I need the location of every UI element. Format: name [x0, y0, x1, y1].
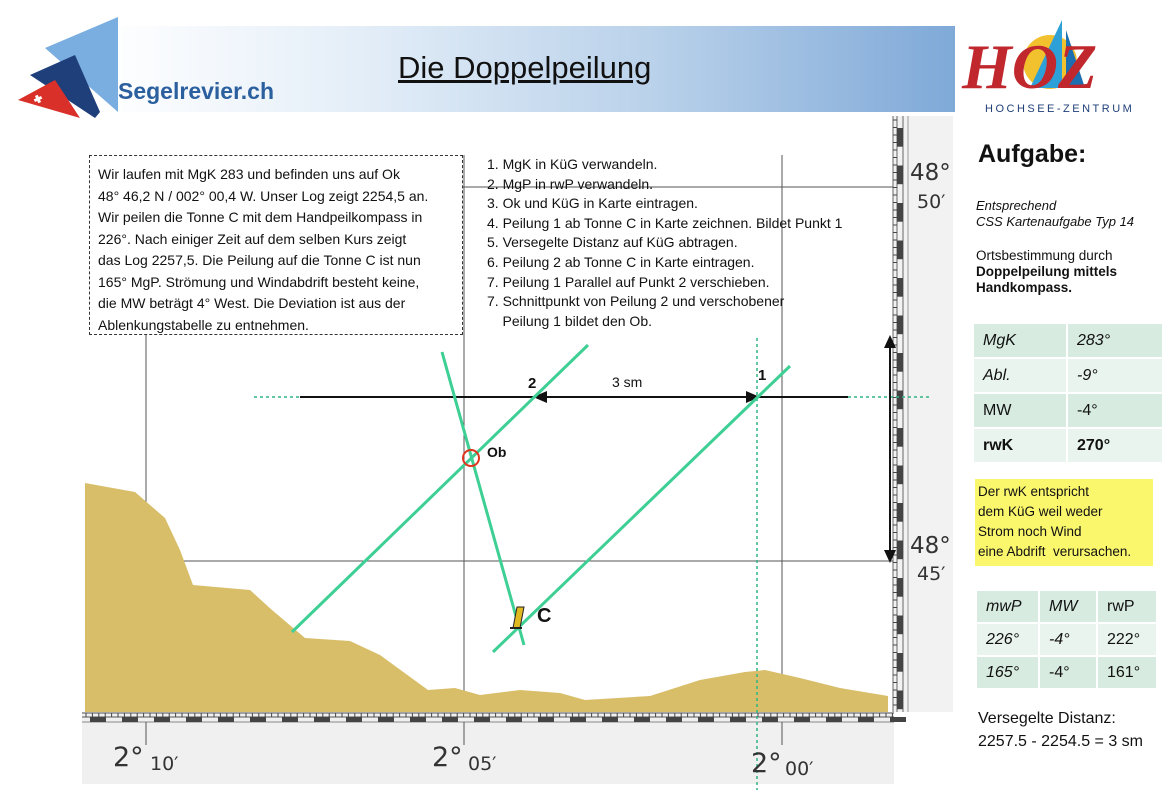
- hoz-logo-text: HOZ: [962, 31, 1098, 102]
- step-item: 1. MgK in KüG verwandeln.: [487, 156, 658, 172]
- aufgabe-heading: Aufgabe:: [978, 140, 1087, 168]
- bearing-cell: 222°: [1098, 624, 1156, 655]
- bearing-row: [977, 624, 1156, 655]
- bearing-header-row: [977, 591, 1156, 622]
- point-1-label: 1: [758, 367, 767, 384]
- lon-label-1-deg: 2°: [113, 742, 144, 773]
- task-line: 165° MgP. Strömung und Windabdrift besteht keine,: [98, 273, 420, 290]
- hoz-logo: [961, 20, 1134, 115]
- bearing-row: [977, 657, 1156, 688]
- course-value: -4°: [1068, 394, 1162, 427]
- step-item: 4. Peilung 1 ab Tonne C in Karte zeichnen. Bildet Punkt 1: [487, 214, 843, 231]
- bearing-cell: 161°: [1098, 657, 1156, 688]
- bearing-header: MW: [1040, 591, 1096, 622]
- ref-line: CSS Kartenaufgabe Typ 14: [976, 214, 1135, 229]
- bearing-cell: -4°: [1040, 624, 1096, 655]
- ob-label: Ob: [487, 444, 507, 460]
- ref-line: Entsprechend: [976, 198, 1057, 213]
- bearing-table: [975, 589, 1158, 690]
- task-line: Ablenkungstabelle zu entnehmen.: [98, 316, 309, 333]
- step-item: 2. MgP in rwP verwandeln.: [487, 175, 654, 192]
- course-row: [974, 324, 1162, 357]
- coastline-land: [85, 483, 888, 712]
- desc-line: Doppelpeilung mittels: [976, 264, 1118, 279]
- lat-bottom-min: 45′: [917, 563, 946, 585]
- task-line: die MW beträgt 4° West. Die Deviation ist aus der: [98, 295, 406, 311]
- aufgabe-description: [976, 248, 1117, 296]
- bearing-1-shifted-line: [292, 345, 588, 632]
- step-item: 5. Versegelte Distanz auf KüG abtragen.: [487, 234, 738, 251]
- bearing-cell: 226°: [977, 624, 1038, 655]
- desc-line: Ortsbestimmung durch: [976, 248, 1113, 263]
- bearing-header: rwP: [1098, 591, 1156, 622]
- step-item: 7. Peilung 1 Parallel auf Punkt 2 verschieben.: [487, 273, 770, 290]
- note-line: Strom noch Wind: [978, 524, 1082, 539]
- note-line: eine Abdrift verursachen.: [978, 544, 1132, 559]
- hoz-logo-subtitle: HOCHSEE-ZENTRUM: [985, 103, 1135, 115]
- task-line: 48° 46,2 N / 002° 00,4 W. Unser Log zeigt 2254,5 an.: [98, 187, 429, 204]
- aufgabe-reference: [976, 198, 1134, 230]
- bearing-cell: -4°: [1040, 657, 1096, 688]
- course-value: 283°: [1068, 324, 1162, 357]
- task-line: 226°. Nach einiger Zeit auf dem selben Kurs zeigt: [98, 230, 407, 247]
- task-line: das Log 2257,5. Die Peilung auf die Tonne C ist nun: [98, 252, 421, 268]
- brand-name: Segelrevier.ch: [118, 78, 274, 104]
- course-row: [974, 429, 1162, 462]
- lon-label-1-min: 10′: [150, 753, 179, 775]
- desc-line: Handkompass.: [976, 280, 1073, 295]
- course-label: MgK: [974, 324, 1066, 357]
- point-2-label: 2: [528, 375, 537, 392]
- course-label: Abl.: [974, 359, 1066, 392]
- course-row: [974, 394, 1162, 427]
- distance-heading: Versegelte Distanz:: [978, 710, 1116, 727]
- segelrevier-logo: [18, 17, 118, 118]
- steps-list: [487, 155, 907, 331]
- course-label: MW: [974, 394, 1066, 427]
- distance-label-chart: 3 sm: [612, 374, 643, 390]
- course-value: 270°: [1068, 429, 1162, 462]
- step-item: Peilung 1 bildet den Ob.: [487, 312, 652, 329]
- bearing-cell: 165°: [977, 657, 1038, 688]
- lat-top-deg: 48°: [910, 160, 951, 186]
- note-box: [975, 479, 1153, 566]
- lon-label-3-min: 00′: [785, 758, 814, 780]
- step-item: 6. Peilung 2 ab Tonne C in Karte eintragen.: [487, 253, 755, 270]
- distance-calculation: 2257.5 - 2254.5 = 3 sm: [978, 733, 1143, 750]
- lat-top-min: 50′: [917, 191, 946, 213]
- page-title: Die Doppelpeilung: [398, 50, 652, 85]
- task-description-box: [89, 155, 463, 335]
- bearing-header: mwP: [977, 591, 1038, 622]
- step-item: 3. Ok und KüG in Karte eintragen.: [487, 195, 698, 212]
- lon-label-3-deg: 2°: [751, 748, 782, 779]
- note-line: Der rwK entspricht: [978, 484, 1090, 499]
- lon-label-2-min: 05′: [468, 753, 497, 775]
- task-line: Wir laufen mit MgK 283 und befinden uns auf Ok: [98, 166, 400, 182]
- course-label: rwK: [974, 429, 1066, 462]
- lon-label-2-deg: 2°: [432, 742, 463, 773]
- course-row: [974, 359, 1162, 392]
- bearing-2-line: [442, 352, 524, 645]
- course-value: -9°: [1068, 359, 1162, 392]
- lat-bottom-deg: 48°: [910, 533, 951, 559]
- buoy-label: C: [537, 605, 552, 627]
- note-line: dem KüG weil weder: [978, 504, 1103, 519]
- task-line: Wir peilen die Tonne C mit dem Handpeilkompass in: [98, 209, 423, 225]
- step-item: 7. Schnittpunkt von Peilung 2 und verschobener: [487, 293, 785, 310]
- course-table: [972, 322, 1164, 464]
